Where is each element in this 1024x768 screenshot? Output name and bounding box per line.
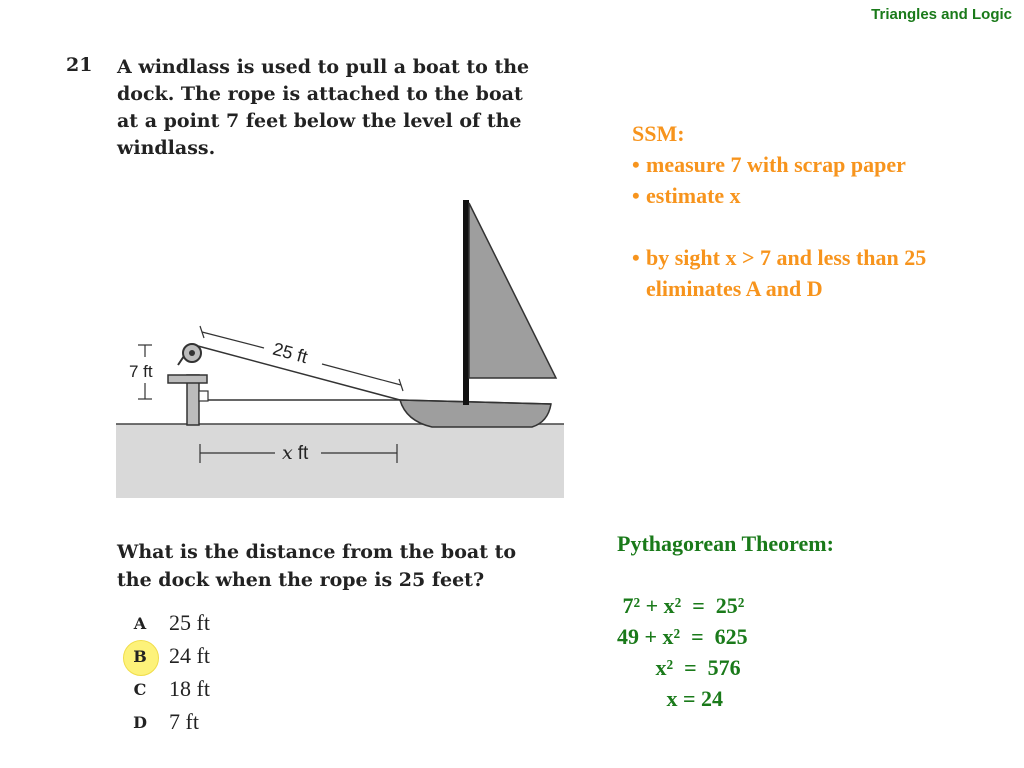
question-line: windlass. bbox=[117, 137, 216, 159]
rope-length-label: 25 ft bbox=[270, 338, 310, 368]
boat-mast bbox=[463, 200, 469, 405]
equation-line: 7² + x² = 25² bbox=[617, 593, 745, 618]
choice-text: 18 ft bbox=[169, 676, 210, 701]
ssm-item-text: estimate x bbox=[646, 183, 741, 208]
ssm-notes bbox=[632, 118, 926, 304]
question-text bbox=[117, 54, 587, 162]
question-line: at a point 7 feet below the level of the bbox=[117, 110, 522, 132]
rope-dimension-line bbox=[202, 332, 264, 348]
ssm-item bbox=[632, 242, 926, 273]
pythagorean-title: Pythagorean Theorem: bbox=[617, 531, 834, 556]
question-line: A windlass is used to pull a boat to the bbox=[117, 56, 530, 78]
dock-platform bbox=[168, 375, 207, 383]
bullet-icon: • bbox=[632, 245, 640, 270]
ssm-item-continuation: eliminates A and D bbox=[646, 276, 823, 301]
ssm-item bbox=[632, 180, 926, 211]
height-label: 7 ft bbox=[129, 362, 153, 381]
equation-line: x = 24 bbox=[617, 686, 724, 711]
distance-variable: x bbox=[282, 442, 293, 464]
ssm-item-text: by sight x > 7 and less than 25 bbox=[646, 245, 927, 270]
ssm-item-text: measure 7 with scrap paper bbox=[646, 152, 906, 177]
equation-line: 49 + x² = 625 bbox=[617, 624, 748, 649]
windlass-diagram bbox=[116, 195, 564, 498]
prompt-line: the dock when the rope is 25 feet? bbox=[117, 569, 485, 591]
choice-text: 24 ft bbox=[169, 643, 210, 668]
choice-text: 7 ft bbox=[169, 709, 199, 734]
question-line: dock. The rope is attached to the boat bbox=[117, 83, 523, 105]
choice-letter: B bbox=[133, 647, 147, 666]
boat-sail bbox=[469, 203, 556, 378]
question-number: 21 bbox=[66, 54, 93, 76]
slide-title: Triangles and Logic bbox=[871, 6, 1012, 23]
choice-letter: D bbox=[133, 713, 147, 732]
bullet-icon: • bbox=[632, 152, 640, 177]
choice-letter: A bbox=[133, 614, 147, 633]
ssm-title: SSM: bbox=[632, 121, 685, 146]
choice-letter: C bbox=[133, 680, 147, 699]
equation-line: x² = 576 bbox=[617, 655, 741, 680]
ssm-item bbox=[632, 149, 926, 180]
bullet-icon: • bbox=[632, 183, 640, 208]
water bbox=[116, 424, 564, 498]
dock-step bbox=[199, 391, 208, 401]
distance-unit: ft bbox=[297, 443, 309, 464]
question-prompt bbox=[117, 538, 516, 594]
windlass-hub bbox=[189, 350, 195, 356]
choice-text: 25 ft bbox=[169, 610, 210, 635]
prompt-line: What is the distance from the boat to bbox=[117, 541, 517, 563]
pythagorean-work bbox=[617, 528, 834, 714]
